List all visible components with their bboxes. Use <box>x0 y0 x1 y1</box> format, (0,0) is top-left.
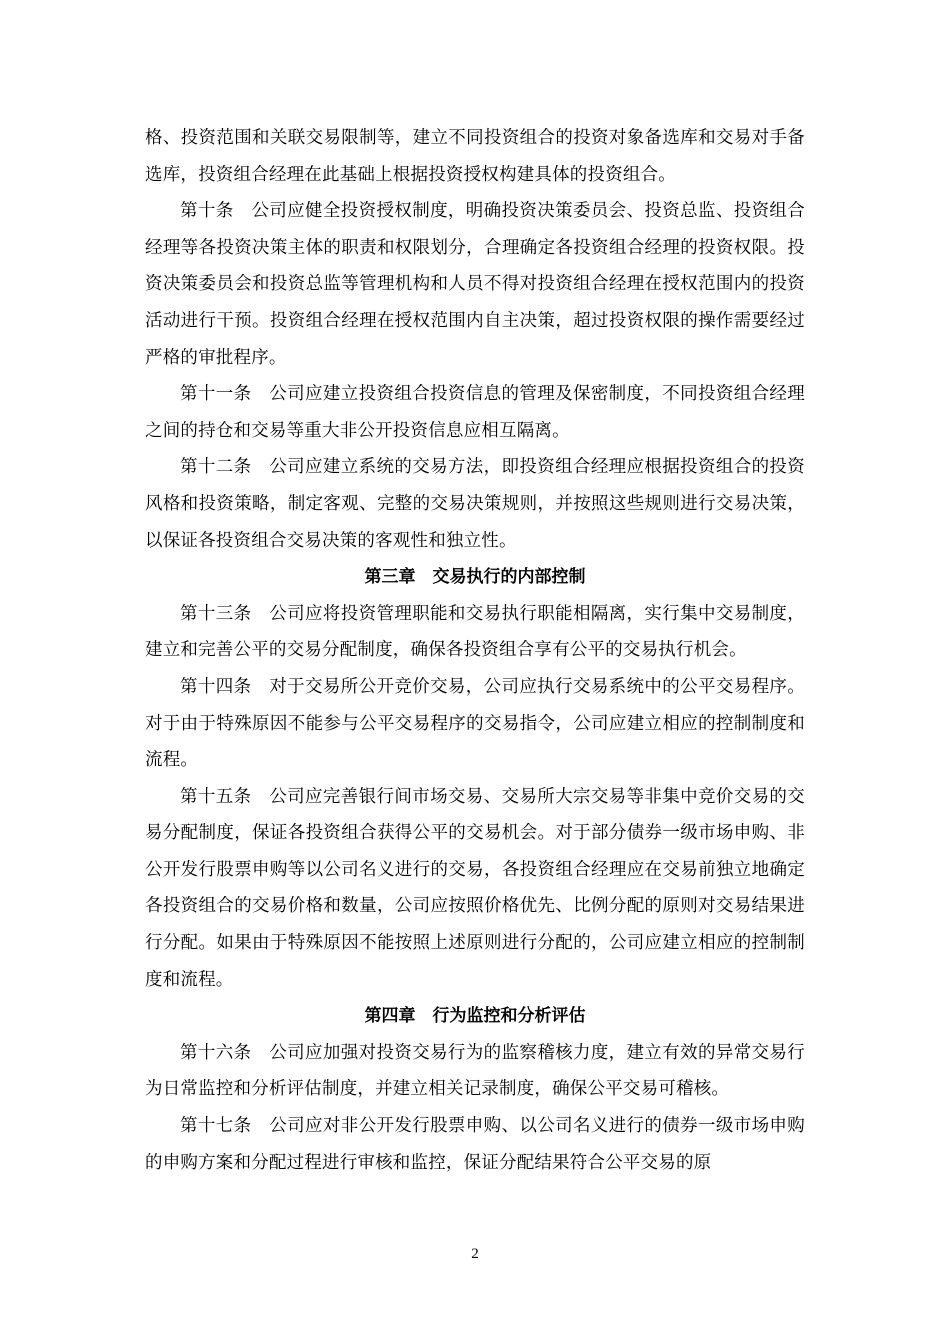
document-body <box>145 120 805 1181</box>
article-11: 第十一条 公司应建立投资组合投资信息的管理及保密制度，不同投资组合经理之间的持仓和交易等重大非公开投资信息应相互隔离。 <box>145 384 805 441</box>
article-10: 第十条 公司应健全投资授权制度，明确投资决策委员会、投资总监、投资组合经理等各投资决策主体的职责和权限划分，合理确定各投资组合经理的投资权限。投资决策委员会和投资总监等管理机构和人员不得对投资组合经理在授权范围内的投资活动进行干预。投资组合经理在授权范围内自主决策，超过投资权限的操作需要经过严格的审批程序。 <box>145 201 805 368</box>
article-16: 第十六条 公司应加强对投资交易行为的监察稽核力度，建立有效的异常交易行为日常监控和分析评估制度，并建立相关记录制度，确保公平交易可稽核。 <box>145 1042 805 1100</box>
chapter-3-heading: 第三章 交易执行的内部控制 <box>364 567 586 588</box>
paragraph-continued: 格、投资范围和关联交易限制等，建立不同投资组合的投资对象备选库和交易对手备选库，投资组合经理在此基础上根据投资授权构建具体的投资组合。 <box>145 128 805 185</box>
article-13: 第十三条 公司应将投资管理职能和交易执行职能相隔离，实行集中交易制度，建立和完善公平的交易分配制度，确保各投资组合享有公平的交易执行机会。 <box>145 603 805 661</box>
page-number: 2 <box>471 1246 479 1262</box>
article-17: 第十七条 公司应对非公开发行股票申购、以公司名义进行的债券一级市场申购的申购方案和分配过程进行审核和监控，保证分配结果符合公平交易的原 <box>145 1116 805 1173</box>
chapter-4-heading: 第四章 行为监控和分析评估 <box>364 1006 586 1027</box>
article-15: 第十五条 公司应完善银行间市场交易、交易所大宗交易等非集中竞价交易的交易分配制度，保证各投资组合获得公平的交易机会。对于部分债券一级市场申购、非公开发行股票申购等以公司名义进行的交易，各投资组合经理应在交易前独立地确定各投资组合的交易价格和数量，公司应按照价格优先、比例分配的原则对交易结果进行分配。如果由于特殊原因不能按照上述原则进行分配的，公司应建立相应的控制制度和流程。 <box>145 786 805 990</box>
article-14: 第十四条 对于交易所公开竞价交易，公司应执行交易系统中的公平交易程序。对于由于特殊原因不能参与公平交易程序的交易指令，公司应建立相应的控制制度和流程。 <box>145 676 805 771</box>
article-12: 第十二条 公司应建立系统的交易方法，即投资组合经理应根据投资组合的投资风格和投资策略，制定客观、完整的交易决策规则，并按照这些规则进行交易决策，以保证各投资组合交易决策的客观性和独立性。 <box>145 457 805 551</box>
